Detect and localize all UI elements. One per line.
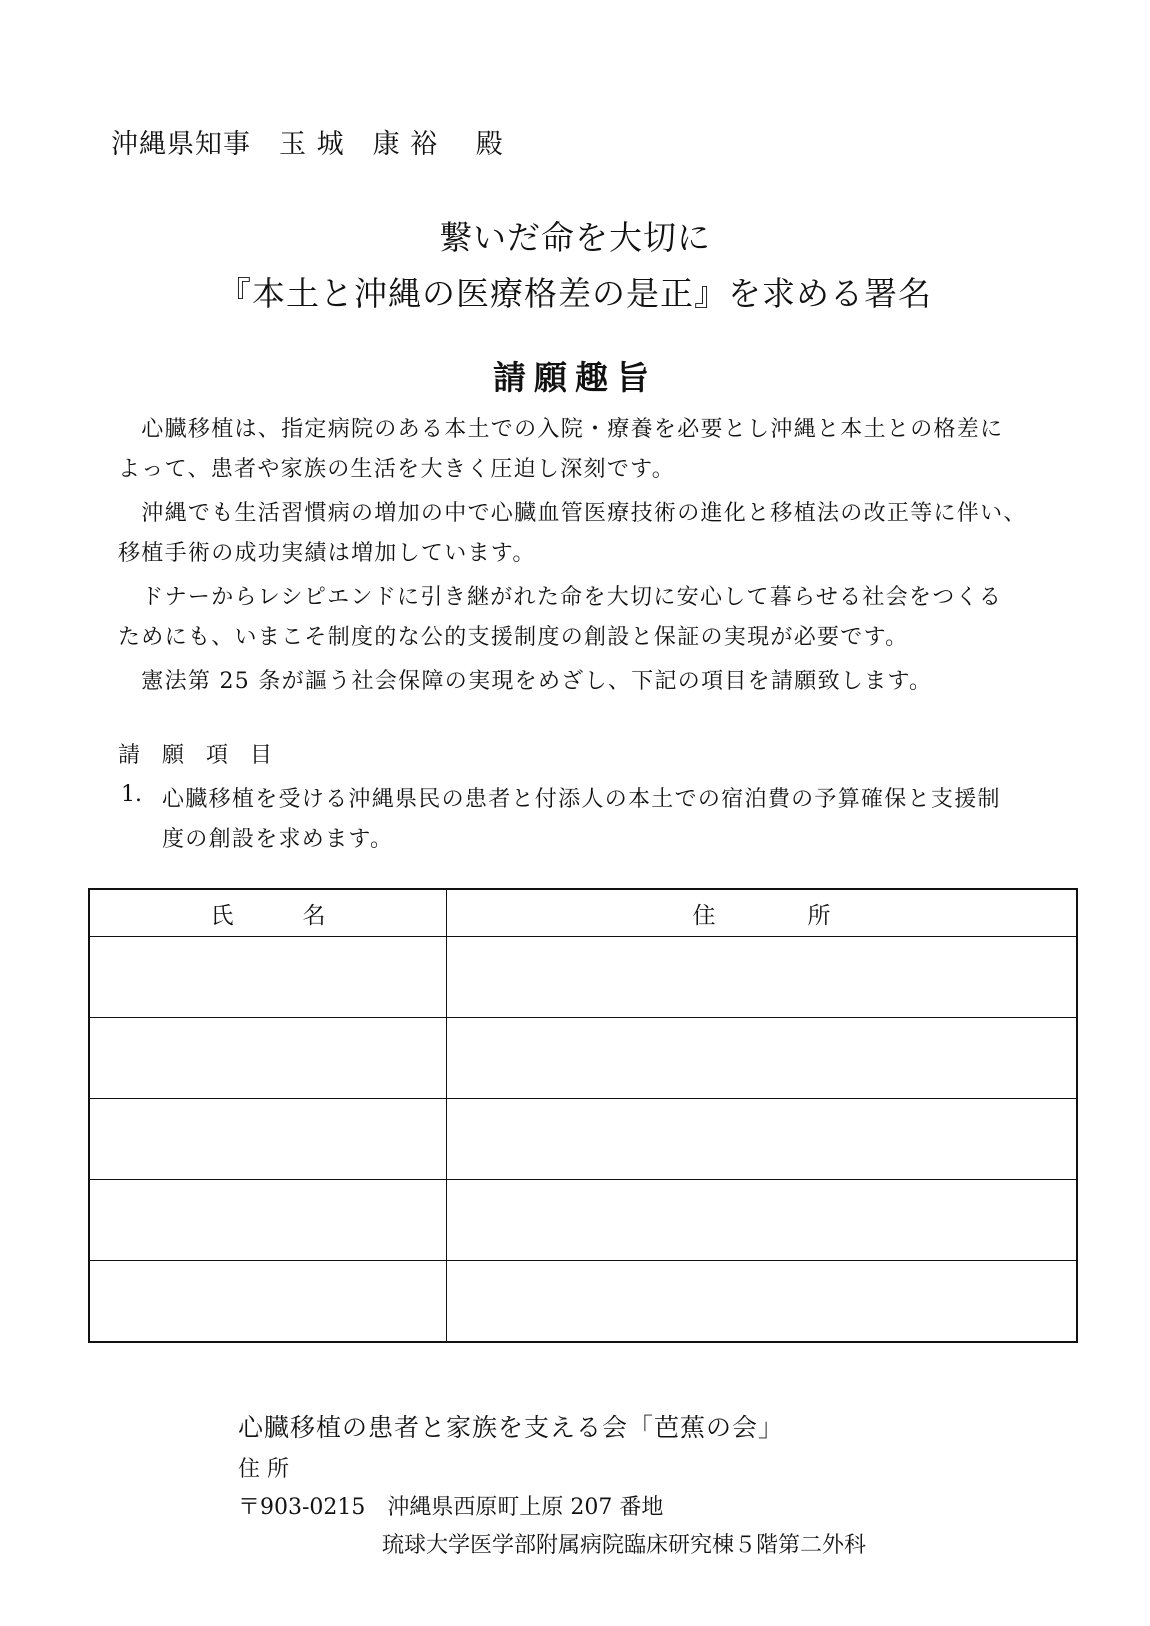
name-cell[interactable]	[89, 1099, 447, 1180]
signature-row	[89, 1099, 1077, 1180]
address-label: 住 所	[238, 1457, 289, 1482]
paragraph-line: 心臓移植は、指定病院のある本土での入院・療養を必要とし沖縄と本土との格差に	[118, 417, 1004, 442]
name-column-header: 氏 名	[89, 889, 447, 937]
signature-row	[89, 1180, 1077, 1261]
petition-item-text: 心臓移植を受ける沖縄県民の患者と付添人の本土での宿泊費の予算確保と支援制	[162, 787, 1001, 812]
paragraph-line: ドナーからレシピエンドに引き継がれた命を大切に安心して暮らせる社会をつくる	[118, 585, 1003, 610]
document-title-line-2: 『本土と沖縄の医療格差の是正』を求める署名	[218, 274, 932, 313]
address-cell[interactable]	[447, 1180, 1078, 1261]
name-cell[interactable]	[89, 1261, 447, 1343]
signature-row	[89, 1018, 1077, 1099]
signature-table	[88, 888, 1078, 1343]
address-cell[interactable]	[447, 1261, 1078, 1343]
petition-item-text: 度の創設を求めます。	[162, 827, 394, 852]
signature-row	[89, 937, 1077, 1018]
petition-items-label: 請 願 項 目	[118, 743, 273, 768]
address-column-header: 住 所	[447, 889, 1078, 937]
document-title-line-1: 繋いだ命を大切に	[439, 218, 711, 257]
paragraph-line: よって、患者や家族の生活を大きく圧迫し深刻です。	[118, 457, 676, 482]
paragraph-line: 移植手術の成功実績は増加しています。	[118, 541, 536, 566]
name-cell[interactable]	[89, 1018, 447, 1099]
paragraph-line: 沖縄でも生活習慣病の増加の中で心臓血管医療技術の進化と移植法の改正等に伴い、	[118, 501, 1027, 526]
petition-item-number: 1.	[121, 782, 142, 807]
paragraph-line: ためにも、いまこそ制度的な公的支援制度の創設と保証の実現が必要です。	[118, 625, 909, 650]
address-cell[interactable]	[447, 937, 1078, 1018]
postal-address: 〒903-0215 沖縄県西原町上原 207 番地	[238, 1495, 664, 1520]
address-cell[interactable]	[447, 1099, 1078, 1180]
address-cell[interactable]	[447, 1018, 1078, 1099]
name-cell[interactable]	[89, 1180, 447, 1261]
organization-name: 心臓移植の患者と家族を支える会「芭蕉の会」	[238, 1413, 785, 1442]
petition-purpose-heading: 請願趣旨	[493, 358, 657, 397]
building-address: 琉球大学医学部附属病院臨床研究棟５階第二外科	[382, 1533, 867, 1558]
signature-row	[89, 1261, 1077, 1343]
signature-table-header	[89, 889, 1077, 937]
name-cell[interactable]	[89, 937, 447, 1018]
addressee: 沖縄県知事 玉 城 康 裕 殿	[111, 129, 504, 160]
paragraph-line: 憲法第 25 条が謳う社会保障の実現をめざし、下記の項目を請願致します。	[118, 669, 933, 694]
